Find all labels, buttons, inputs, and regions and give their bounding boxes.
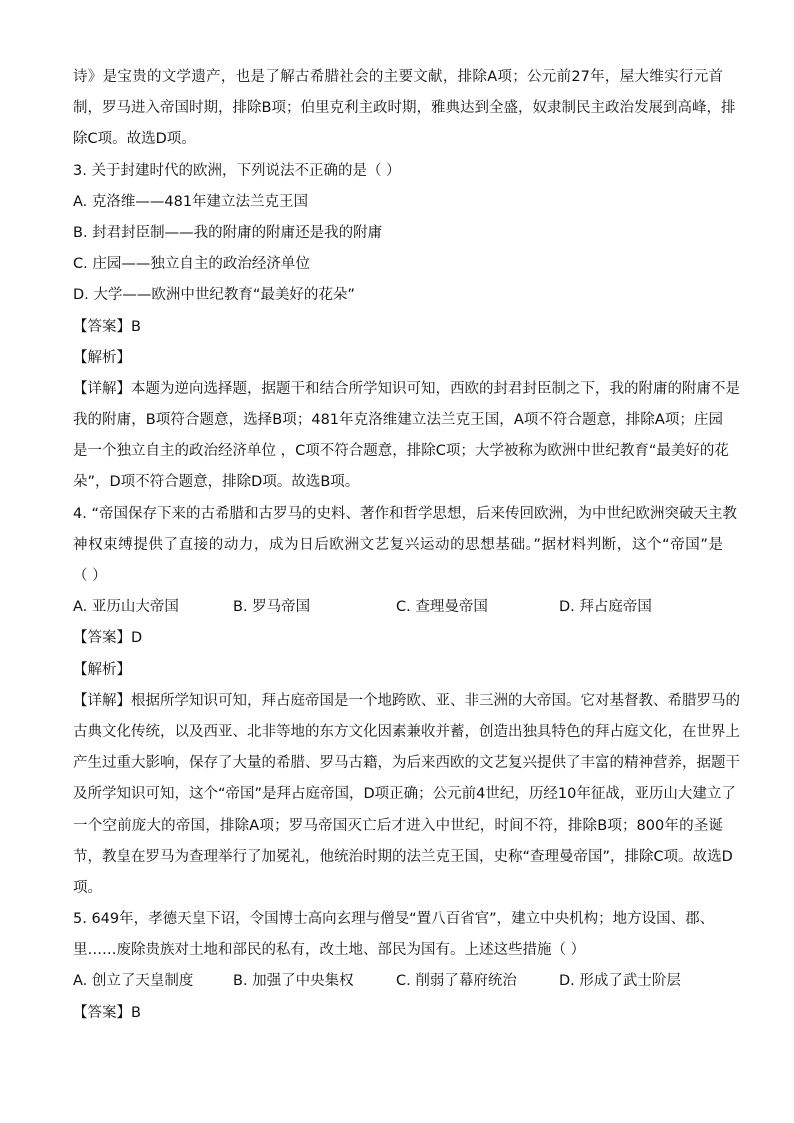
- q5-option-a: A. 创立了天皇制度: [73, 973, 194, 990]
- text-line: 节，教皇在罗马为查理举行了加冕礼，他统治时期的法兰克王国，史称“查理曼帝国”，排除C项。故选D: [73, 848, 733, 865]
- text-block-1: [73, 62, 740, 592]
- text-line: 【详解】根据所学知识可知，拜占庭帝国是一个地跨欧、亚、非三洲的大帝国。它对基督教、希腊罗马的: [73, 692, 740, 709]
- document-page: [73, 62, 740, 1029]
- text-line: 【解析】: [73, 661, 131, 678]
- text-line: A. 克洛维——481年建立法兰克王国: [73, 193, 309, 210]
- text-line: 除C项。故选D项。: [73, 131, 196, 148]
- text-line: 项。: [73, 879, 102, 896]
- text-line: 制，罗马进入帝国时期，排除B项；伯里克利主政时期，雅典达到全盛，奴隶制民主政治发展到高峰，排: [73, 100, 736, 117]
- text-line: 朵”，D项不符合题意，排除D项。故选B项。: [73, 474, 360, 491]
- text-line: 里……废除贵族对土地和部民的私有，改土地、部民为国有。上述这些措施（ ）: [73, 942, 586, 959]
- text-line: 3. 关于封建时代的欧洲，下列说法不正确的是（ ）: [73, 162, 401, 179]
- text-line: 一个空前庞大的帝国，排除A项；罗马帝国灭亡后才进入中世纪，时间不符，排除B项；800年的圣诞: [73, 817, 723, 834]
- text-line: 产生过重大影响，保存了大量的希腊、罗马古籍，为后来西欧的文艺复兴提供了丰富的精神营养，据题干: [73, 755, 740, 772]
- q5-option-c: C. 削弱了幕府统治: [396, 973, 517, 990]
- text-line: 诗》是宝贵的文学遗产，也是了解古希腊社会的主要文献，排除A项；公元前27年，屋大维实行元首: [73, 69, 723, 85]
- text-line: 【答案】B: [73, 318, 141, 335]
- text-line: 我的附庸，B项符合题意，选择B项；481年克洛维建立法兰克王国，A项不符合题意，排除A项；庄园: [73, 412, 723, 429]
- q4-option-b: B. 罗马帝国: [233, 599, 311, 616]
- text-line: 及所学知识可知，这个“帝国”是拜占庭帝国，D项正确；公元前4世纪，历经10年征战，亚历山大建立了: [73, 786, 736, 803]
- text-block-2: [73, 623, 740, 966]
- text-line: B. 封君封臣制——我的附庸的附庸还是我的附庸: [73, 224, 383, 241]
- text-line: 神权束缚提供了直接的动力，成为日后欧洲文艺复兴运动的思想基础。”据材料判断，这个“帝国”是: [73, 536, 723, 553]
- question-4-options: [73, 592, 723, 623]
- question-5-options: [73, 966, 723, 997]
- text-line: 是一个独立自主的政治经济单位 ，C项不符合题意，排除C项；大学被称为欧洲中世纪教育“最美好的花: [73, 443, 729, 460]
- text-line: 古典文化传统，以及西亚、北非等地的东方文化因素兼收并蓄，创造出独具特色的拜占庭文化，在世界上: [73, 723, 740, 740]
- q4-option-c: C. 查理曼帝国: [396, 599, 488, 616]
- text-line: 【答案】D: [73, 630, 143, 647]
- text-line: C. 庄园——独立自主的政治经济单位: [73, 256, 310, 273]
- text-line: 【详解】本题为逆向选择题，据题干和结合所学知识可知，西欧的封君封臣制之下，我的附庸的附庸不是: [73, 380, 740, 397]
- text-line: 【解析】: [73, 349, 131, 366]
- q5-option-d: D. 形成了武士阶层: [559, 973, 681, 990]
- text-line: （ ）: [73, 568, 107, 584]
- text-line: 4. “帝国保存下来的古希腊和古罗马的史料、著作和哲学思想，后来传回欧洲，为中世纪欧洲突破天主教: [73, 505, 737, 522]
- question-5-answer: 【答案】B: [73, 1004, 141, 1021]
- q5-option-b: B. 加强了中央集权: [233, 973, 354, 990]
- q4-option-d: D. 拜占庭帝国: [559, 599, 652, 616]
- text-line: 5. 649年，孝德天皇下诏，令国博士高向玄理与僧旻“置八百省官”，建立中央机构；地方设国、郡、: [73, 911, 715, 928]
- q4-option-a: A. 亚历山大帝国: [73, 599, 179, 616]
- text-line: D. 大学——欧洲中世纪教育“最美好的花朵”: [73, 287, 355, 304]
